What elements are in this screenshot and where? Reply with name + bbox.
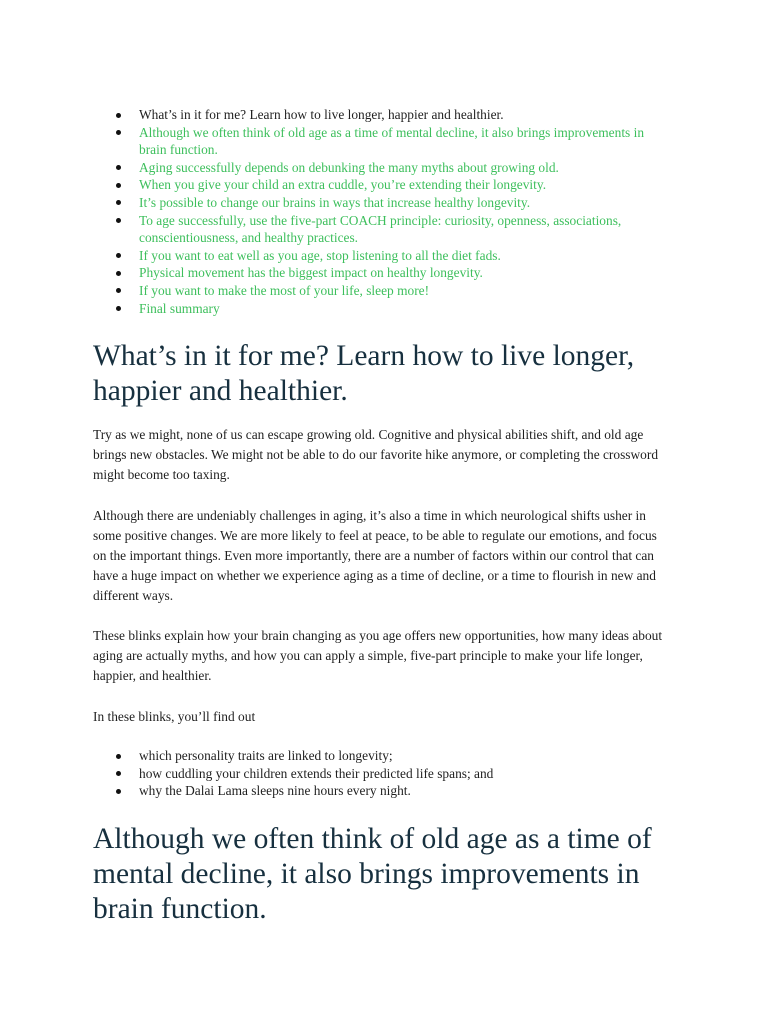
toc-link[interactable]: When you give your child an extra cuddle, you’re extending their longevity. — [93, 176, 653, 194]
paragraph: Try as we might, none of us can escape growing old. Cognitive and physical abilities shift, and old age brings new obstacles. We might not be able to do our favorite hike anymore, or completing the crossword might become too taxing. — [93, 427, 659, 482]
toc-link[interactable]: Final summary — [93, 300, 653, 318]
section-heading: What’s in it for me? Learn how to live longer, happier and healthier. — [93, 340, 635, 407]
toc-link[interactable]: If you want to make the most of your life, sleep more! — [93, 282, 653, 300]
toc-link[interactable]: Physical movement has the biggest impact on healthy longevity. — [93, 264, 653, 282]
toc-link[interactable]: To age successfully, use the five-part COACH principle: curiosity, openness, associations, conscientiousness, and healthy practices. — [93, 212, 653, 247]
paragraph: Although there are undeniably challenges in aging, it’s also a time in which neurological shifts usher in some positive changes. We are more likely to feel at peace, to be able to regulate our emotions, and focus on the important things. Even more importantly, there are a number of factors within our control that can have a huge impact on whether we experience aging as a time of decline, or a time to flourish in new and different ways. — [93, 508, 657, 603]
list-item: which personality traits are linked to longevity; — [93, 747, 653, 765]
paragraph: These blinks explain how your brain changing as you age offers new opportunities, how many ideas about aging are actually myths, and how you can apply a simple, five-part principle to make your life longer, happier, and healthier. — [93, 628, 663, 683]
table-of-contents — [93, 106, 653, 317]
toc-item[interactable]: What’s in it for me? Learn how to live longer, happier and healthier. — [93, 106, 653, 124]
paragraph: In these blinks, you’ll find out — [93, 709, 256, 724]
list-item: how cuddling your children extends their predicted life spans; and — [93, 765, 653, 783]
findings-list — [93, 747, 653, 800]
section-heading: Although we often think of old age as a time of mental decline, it also brings improvements in brain function. — [93, 823, 652, 925]
toc-link[interactable]: If you want to eat well as you age, stop listening to all the diet fads. — [93, 247, 653, 265]
toc-link[interactable]: Aging successfully depends on debunking the many myths about growing old. — [93, 159, 653, 177]
toc-link[interactable]: Although we often think of old age as a time of mental decline, it also brings improvements in brain function. — [93, 124, 653, 159]
toc-link[interactable]: It’s possible to change our brains in ways that increase healthy longevity. — [93, 194, 653, 212]
list-item: why the Dalai Lama sleeps nine hours every night. — [93, 782, 653, 800]
